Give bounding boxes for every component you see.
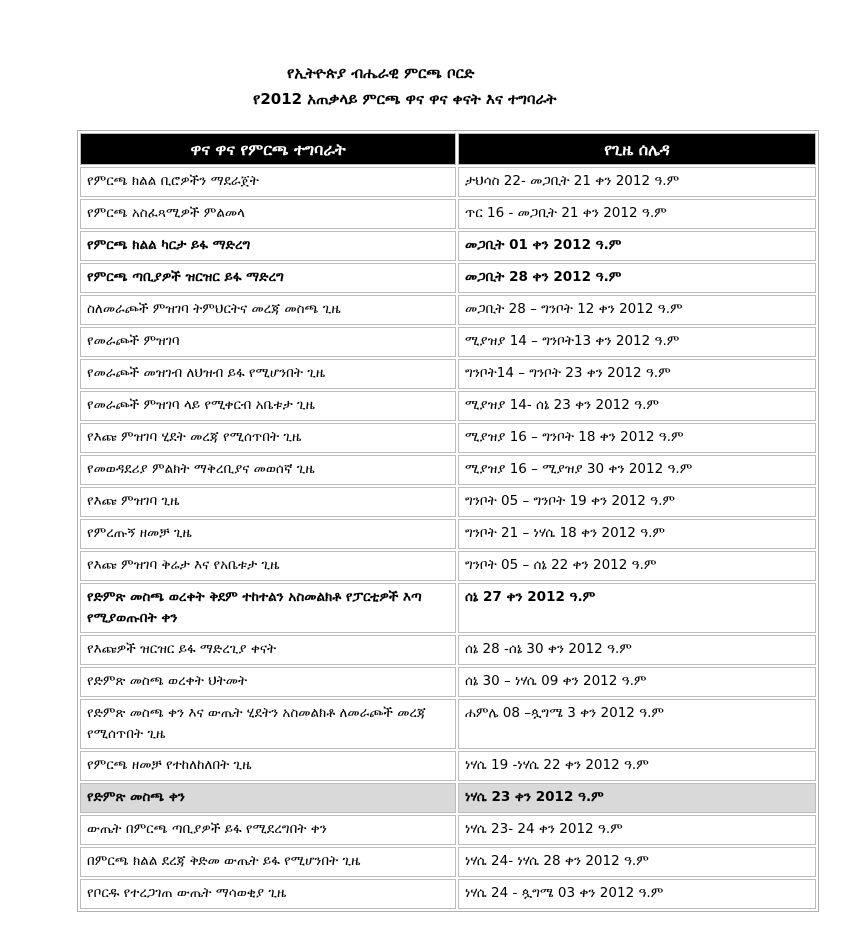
header-activities: ዋና ዋና የምርጫ ተግባራት xyxy=(80,133,456,165)
activity-cell: የእጩዎች ዝርዝር ይፋ ማድረጊያ ቀናት xyxy=(80,635,456,665)
document-title-line1: የኢትዮጵያ ብሔራዊ ምርጫ ቦርድ xyxy=(287,64,475,82)
table-header-row xyxy=(80,133,816,165)
table-row xyxy=(80,699,816,749)
activity-cell: ውጤት በምርጫ ጣቢያዎች ይፋ የሚደረግበት ቀን xyxy=(80,815,456,845)
table-row xyxy=(80,879,816,909)
activity-cell: የእጩ ምዝገባ ሂደት መረጃ የሚሰጥበት ጊዜ xyxy=(80,423,456,453)
activity-cell: የእጩ ምዝገባ ቅሬታ እና የአቤቱታ ጊዜ xyxy=(80,551,456,581)
activity-cell: የመራጮች መዝገብ ለህዝብ ይፋ የሚሆንበት ጊዜ xyxy=(80,359,456,389)
date-cell: ሚያዝያ 14- ሰኔ 23 ቀን 2012 ዓ.ም xyxy=(458,391,816,421)
activity-cell: የድምጽ መስጫ ቀን xyxy=(80,783,456,813)
date-cell: ግንቦት 05 – ሰኔ 22 ቀን 2012 ዓ.ም xyxy=(458,551,816,581)
date-cell: ሚያዝያ 16 – ግንቦት 18 ቀን 2012 ዓ.ም xyxy=(458,423,816,453)
table-row xyxy=(80,263,816,293)
activity-cell: የመራጮች ምዝገባ ላይ የሚቀርብ አቤቱታ ጊዜ xyxy=(80,391,456,421)
document-title-line2: የ2012 አጠቃላይ ምርጫ ዋና ዋና ቀናት እና ተግባራት xyxy=(253,90,557,108)
table-row xyxy=(80,635,816,665)
table-row xyxy=(80,667,816,697)
table-row xyxy=(80,167,816,197)
date-cell: መጋቢት 28 – ግንቦት 12 ቀን 2012 ዓ.ም xyxy=(458,295,816,325)
table-row xyxy=(80,231,816,261)
activity-cell: የመወዳደሪያ ምልክት ማቅረቢያና መወሰኛ ጊዜ xyxy=(80,455,456,485)
table-row xyxy=(80,815,816,845)
table-row xyxy=(80,327,816,357)
table-row xyxy=(80,199,816,229)
date-cell: ሚያዝያ 14 – ግንቦት13 ቀን 2012 ዓ.ም xyxy=(458,327,816,357)
date-cell: ነሃሴ 24 - ጷግሜ 03 ቀን 2012 ዓ.ም xyxy=(458,879,816,909)
activity-cell: የምርጫ ክልል ቢሮዎችን ማደራጀት xyxy=(80,167,456,197)
table-row xyxy=(80,583,816,633)
date-cell: ታህሳስ 22- መጋቢት 21 ቀን 2012 ዓ.ም xyxy=(458,167,816,197)
activity-cell: የድምጽ መስጫ ወረቀት ቅደም ተከተልን አስመልክቶ የፓርቲዎች እጣ የሚያወጡበት ቀን xyxy=(80,583,456,633)
activity-cell: የቦርዱ የተረጋገጠ ውጤት ማሳወቂያ ጊዜ xyxy=(80,879,456,909)
table-row xyxy=(80,423,816,453)
date-cell: መጋቢት 01 ቀን 2012 ዓ.ም xyxy=(458,231,816,261)
date-cell: ግንቦት 05 – ግንቦት 19 ቀን 2012 ዓ.ም xyxy=(458,487,816,517)
date-cell: ነሃሴ 23 ቀን 2012 ዓ.ም xyxy=(458,783,816,813)
activity-cell: የድምጽ መስጫ ቀን እና ውጤት ሂደትን አስመልክቶ ለመራጮች መረጃ የሚሰጥበት ጊዜ xyxy=(80,699,456,749)
date-cell: ሰኔ 28 -ሰኔ 30 ቀን 2012 ዓ.ም xyxy=(458,635,816,665)
table-row xyxy=(80,519,816,549)
date-cell: ጥር 16 - መጋቢት 21 ቀን 2012 ዓ.ም xyxy=(458,199,816,229)
activity-cell: የእጩ ምዝገባ ጊዜ xyxy=(80,487,456,517)
table-row xyxy=(80,295,816,325)
activity-cell: የምርጫ አስፈጻሚዎች ምልመላ xyxy=(80,199,456,229)
activity-cell: ስለመራጮች ምዝገባ ትምህርትና መረጃ መስጫ ጊዜ xyxy=(80,295,456,325)
activity-cell: የድምጽ መስጫ ወረቀት ህትመት xyxy=(80,667,456,697)
date-cell: ነሃሴ 19 -ነሃሴ 22 ቀን 2012 ዓ.ም xyxy=(458,751,816,781)
table-row xyxy=(80,455,816,485)
date-cell: ሰኔ 30 – ነሃሴ 09 ቀን 2012 ዓ.ም xyxy=(458,667,816,697)
date-cell: ሚያዝያ 16 – ሚያዝያ 30 ቀን 2012 ዓ.ም xyxy=(458,455,816,485)
activity-cell: የምርጫ ክልል ካርታ ይፋ ማድረግ xyxy=(80,231,456,261)
table-row xyxy=(80,751,816,781)
table-row xyxy=(80,847,816,877)
activity-cell: የምረጡኝ ዘመቻ ጊዜ xyxy=(80,519,456,549)
table-row xyxy=(80,391,816,421)
date-cell: ነሃሴ 23- 24 ቀን 2012 ዓ.ም xyxy=(458,815,816,845)
date-cell: ግንቦት14 – ግንቦት 23 ቀን 2012 ዓ.ም xyxy=(458,359,816,389)
activity-cell: የምርጫ ጣቢያዎች ዝርዝር ይፋ ማድረግ xyxy=(80,263,456,293)
date-cell: ነሃሴ 24- ነሃሴ 28 ቀን 2012 ዓ.ም xyxy=(458,847,816,877)
activity-cell: በምርጫ ክልል ደረጃ ቅድመ ውጤት ይፋ የሚሆንበት ጊዜ xyxy=(80,847,456,877)
date-cell: ግንቦት 21 – ነሃሴ 18 ቀን 2012 ዓ.ም xyxy=(458,519,816,549)
date-cell: ሰኔ 27 ቀን 2012 ዓ.ም xyxy=(458,583,816,633)
date-cell: ሐምሌ 08 –ጷግሜ 3 ቀን 2012 ዓ.ም xyxy=(458,699,816,749)
date-cell: መጋቢት 28 ቀን 2012 ዓ.ም xyxy=(458,263,816,293)
table-row xyxy=(80,487,816,517)
activity-cell: የምርጫ ዘመቻ የተከለከለበት ጊዜ xyxy=(80,751,456,781)
activity-cell: የመራጮች ምዝገባ xyxy=(80,327,456,357)
schedule-table xyxy=(77,130,819,912)
header-timeline: የጊዜ ሰሌዳ xyxy=(458,133,816,165)
table-row xyxy=(80,783,816,813)
table-row xyxy=(80,551,816,581)
table-row xyxy=(80,359,816,389)
